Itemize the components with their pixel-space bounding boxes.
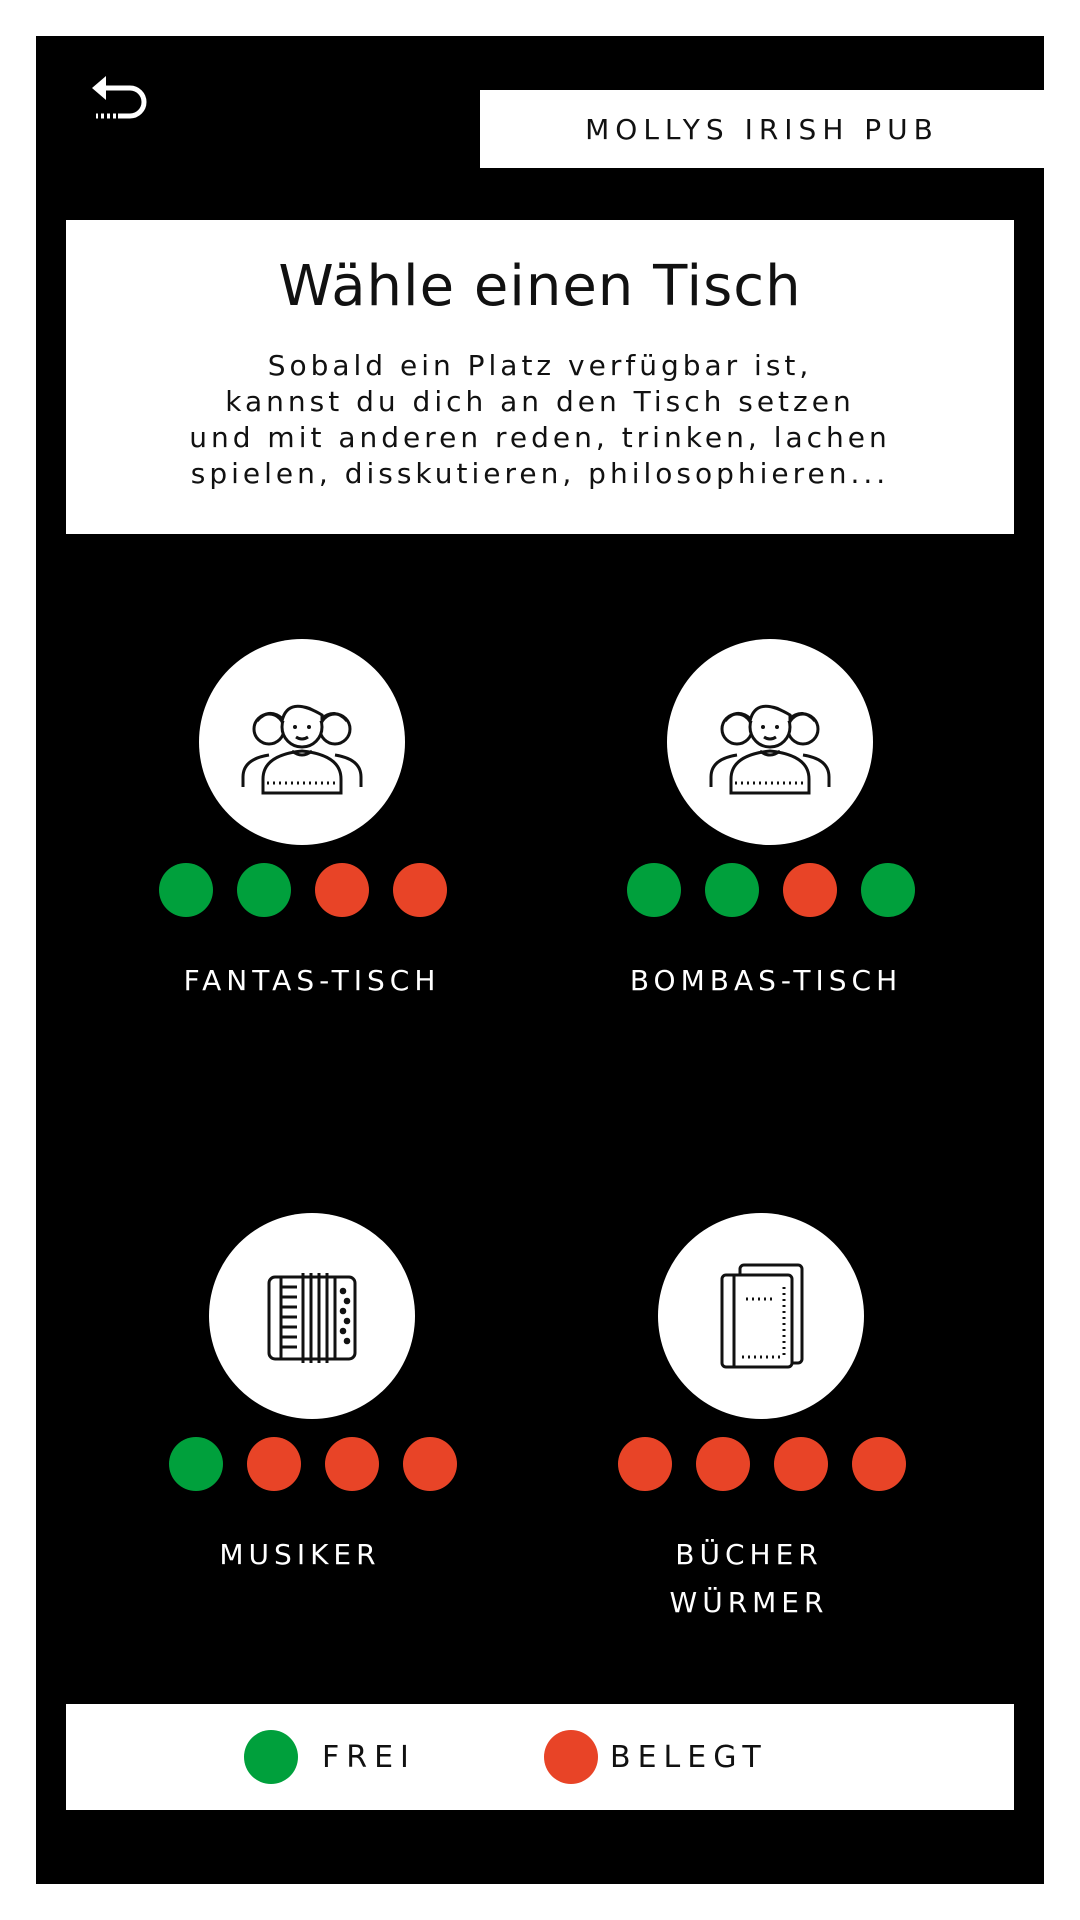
table-bombas-label — [576, 957, 956, 1005]
page-title: Wähle einen Tisch — [278, 254, 802, 319]
table-bombas-seats — [627, 863, 915, 917]
seat-indicator — [696, 1437, 750, 1491]
legend-occupied-dot — [544, 1730, 598, 1784]
people-group-icon — [237, 677, 367, 807]
table-bombas[interactable] — [568, 639, 948, 1059]
table-fantas[interactable] — [100, 639, 480, 1059]
legend-free — [244, 1730, 416, 1784]
intro-line: Sobald ein Platz verfügbar ist, — [267, 349, 813, 382]
intro-line: spielen, disskutieren, philosophieren... — [190, 457, 890, 490]
table-musiker-seats — [169, 1437, 457, 1491]
seat-indicator — [705, 863, 759, 917]
seat-legend — [66, 1704, 1014, 1810]
intro-description — [66, 348, 1014, 492]
seat-indicator — [169, 1437, 223, 1491]
seat-indicator — [393, 863, 447, 917]
table-label-line: BOMBAS-TISCH — [629, 964, 903, 997]
seat-indicator — [325, 1437, 379, 1491]
table-fantas-icon-circle — [199, 639, 405, 845]
seat-indicator — [237, 863, 291, 917]
table-musiker-label — [110, 1531, 490, 1579]
legend-free-dot — [244, 1730, 298, 1784]
legend-occupied-label: BELEGT — [610, 1739, 768, 1775]
intro-line: und mit anderen reden, trinken, lachen — [189, 421, 891, 454]
people-group-icon — [705, 677, 835, 807]
seat-indicator — [403, 1437, 457, 1491]
table-buecherwuermer-icon-circle — [658, 1213, 864, 1419]
seat-indicator — [315, 863, 369, 917]
intro-line: kannst du dich an den Tisch setzen — [225, 385, 855, 418]
accordion-icon — [247, 1251, 377, 1381]
seat-indicator — [247, 1437, 301, 1491]
seat-indicator — [627, 863, 681, 917]
legend-free-label: FREI — [322, 1739, 416, 1775]
table-buecherwuermer-label — [559, 1531, 939, 1627]
table-musiker[interactable] — [110, 1213, 490, 1663]
pub-name: MOLLYS IRISH PUB — [585, 112, 939, 146]
table-label-line: WÜRMER — [669, 1586, 829, 1619]
table-bombas-icon-circle — [667, 639, 873, 845]
seat-indicator — [783, 863, 837, 917]
table-label-line: MUSIKER — [219, 1538, 381, 1571]
seat-indicator — [159, 863, 213, 917]
table-buecherwuermer[interactable] — [559, 1213, 939, 1663]
seat-indicator — [618, 1437, 672, 1491]
table-label-line: FANTAS-TISCH — [183, 964, 441, 997]
seat-indicator — [852, 1437, 906, 1491]
intro-panel — [66, 220, 1014, 534]
table-fantas-label — [122, 957, 502, 1005]
back-button[interactable] — [84, 66, 156, 120]
table-musiker-icon-circle — [209, 1213, 415, 1419]
table-label-line: BÜCHER — [675, 1538, 823, 1571]
seat-indicator — [861, 863, 915, 917]
app-screen — [36, 36, 1044, 1884]
books-icon — [696, 1251, 826, 1381]
pub-name-banner — [480, 90, 1044, 168]
table-fantas-seats — [159, 863, 447, 917]
back-arrow-icon — [84, 66, 156, 120]
table-buecherwuermer-seats — [618, 1437, 906, 1491]
seat-indicator — [774, 1437, 828, 1491]
legend-occupied — [544, 1730, 768, 1784]
